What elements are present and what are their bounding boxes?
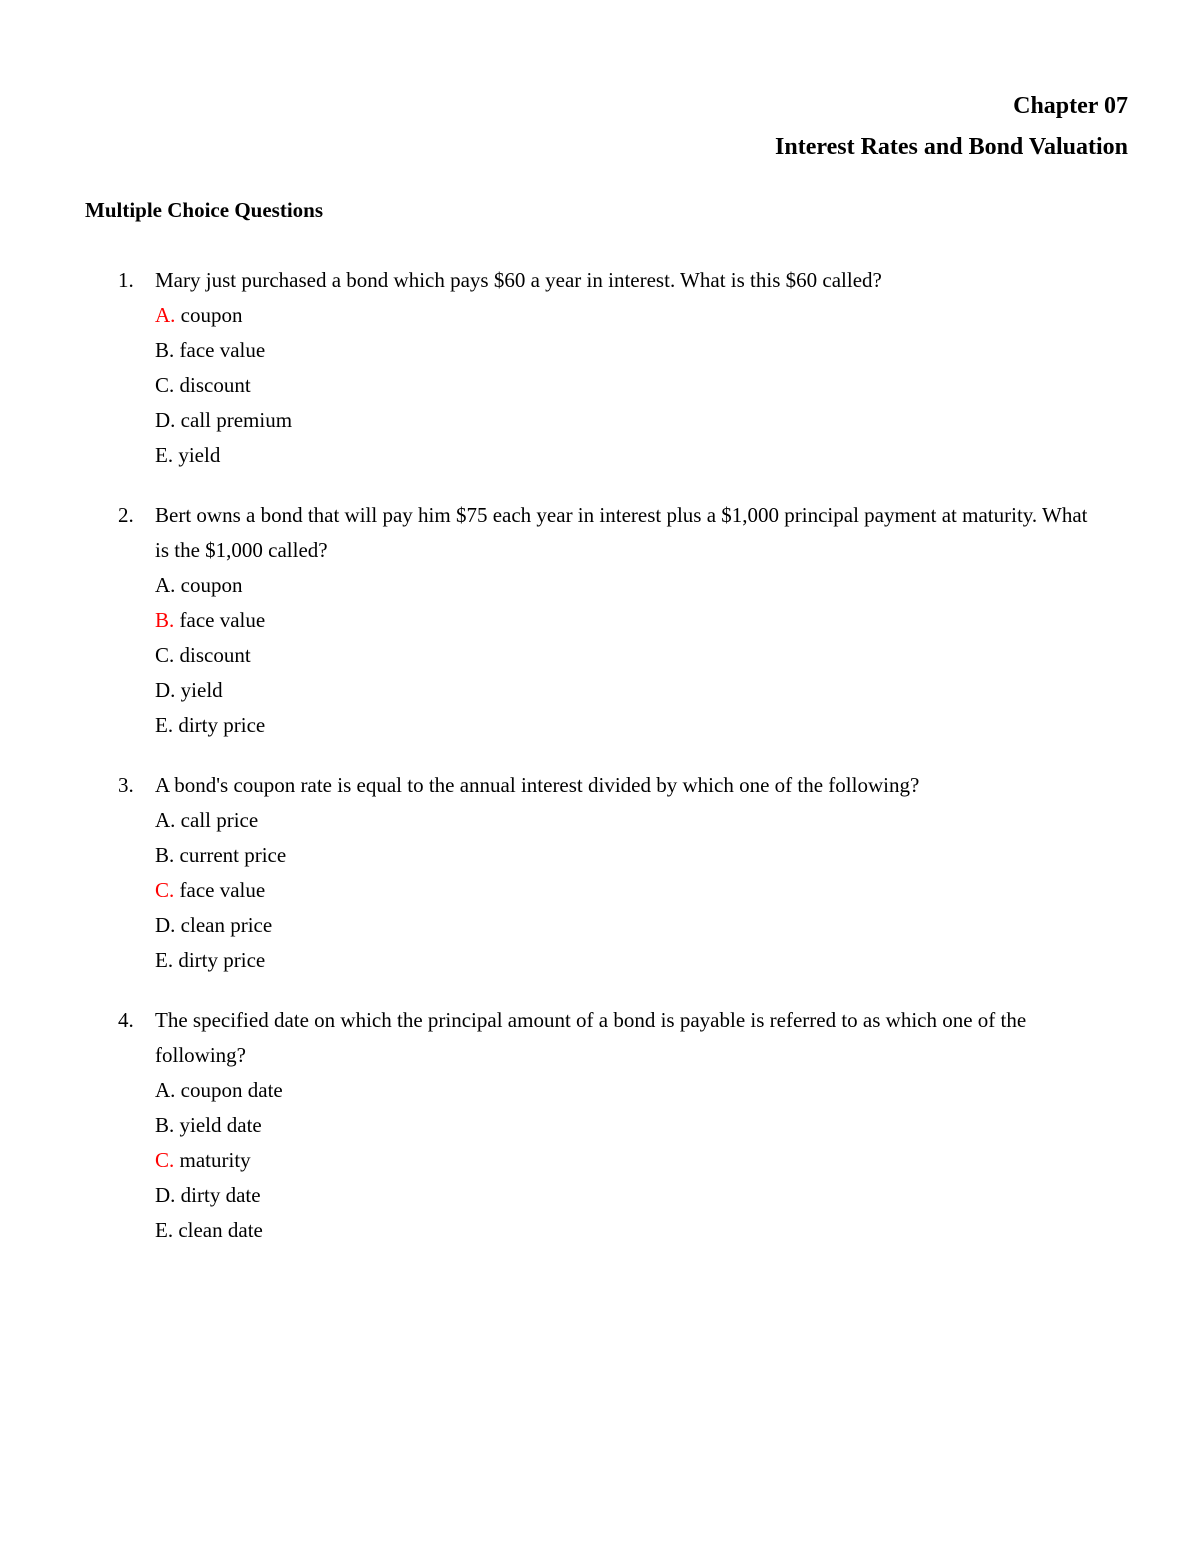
option-text: yield — [180, 678, 223, 702]
answer-option — [155, 803, 1105, 838]
answer-option — [155, 1213, 1105, 1248]
option-letter: C. — [155, 878, 175, 902]
answer-options — [155, 1073, 1105, 1248]
question-number: 2. — [118, 503, 134, 527]
option-letter: D. — [155, 913, 176, 937]
question-body — [155, 1003, 1105, 1248]
option-text: dirty price — [178, 713, 266, 737]
section-title: Multiple Choice Questions — [85, 198, 324, 222]
chapter-header — [775, 86, 1128, 168]
option-letter: C. — [155, 1148, 175, 1172]
answer-option — [155, 1108, 1105, 1143]
answer-option — [155, 1143, 1105, 1178]
answer-option — [155, 403, 1105, 438]
answer-option — [155, 838, 1105, 873]
answer-option — [155, 638, 1105, 673]
option-text: coupon — [180, 573, 243, 597]
option-letter: D. — [155, 678, 176, 702]
chapter-number: Chapter 07 — [1013, 93, 1128, 119]
question-1 — [0, 263, 1200, 473]
option-letter: B. — [155, 843, 175, 867]
option-letter: E. — [155, 1218, 174, 1242]
option-letter: A. — [155, 808, 176, 832]
question-number: 3. — [118, 773, 134, 797]
chapter-title: Interest Rates and Bond Valuation — [775, 134, 1128, 160]
question-list — [0, 263, 1200, 1273]
option-text: coupon date — [180, 1078, 283, 1102]
question-body — [155, 498, 1105, 743]
question-3 — [0, 768, 1200, 978]
answer-option — [155, 1073, 1105, 1108]
option-text: dirty price — [178, 948, 266, 972]
answer-option — [155, 1178, 1105, 1213]
option-letter: A. — [155, 1078, 176, 1102]
option-text: dirty date — [180, 1183, 261, 1207]
option-text: current price — [179, 843, 287, 867]
question-4 — [0, 1003, 1200, 1248]
question-text: The specified date on which the principal amount of a bond is payable is referred to as which one of the following? — [155, 1008, 1027, 1067]
answer-option — [155, 708, 1105, 743]
option-text: face value — [179, 608, 266, 632]
question-text: Mary just purchased a bond which pays $60 a year in interest. What is this $60 called? — [155, 268, 882, 292]
option-letter: D. — [155, 1183, 176, 1207]
option-text: yield date — [179, 1113, 262, 1137]
option-letter: E. — [155, 713, 174, 737]
question-text: A bond's coupon rate is equal to the annual interest divided by which one of the following? — [155, 773, 920, 797]
option-letter: B. — [155, 338, 175, 362]
option-text: call premium — [180, 408, 293, 432]
question-number: 4. — [118, 1008, 134, 1032]
option-letter: C. — [155, 373, 175, 397]
option-letter: A. — [155, 303, 176, 327]
question-2 — [0, 498, 1200, 743]
option-text: call price — [180, 808, 259, 832]
answer-options — [155, 568, 1105, 743]
option-letter: B. — [155, 1113, 175, 1137]
answer-option — [155, 908, 1105, 943]
option-letter: E. — [155, 948, 174, 972]
option-text: clean date — [178, 1218, 263, 1242]
answer-option — [155, 943, 1105, 978]
question-body — [155, 768, 1105, 978]
option-text: maturity — [179, 1148, 251, 1172]
option-text: clean price — [180, 913, 273, 937]
option-text: coupon — [180, 303, 243, 327]
answer-option — [155, 368, 1105, 403]
option-text: face value — [179, 878, 266, 902]
option-text: face value — [179, 338, 266, 362]
answer-option — [155, 603, 1105, 638]
answer-option — [155, 298, 1105, 333]
question-text: Bert owns a bond that will pay him $75 each year in interest plus a $1,000 principal payment at maturity. What is the $1,000 called? — [155, 503, 1088, 562]
option-text: discount — [179, 373, 251, 397]
option-letter: E. — [155, 443, 174, 467]
answer-option — [155, 333, 1105, 368]
answer-option — [155, 673, 1105, 708]
answer-option — [155, 438, 1105, 473]
option-text: yield — [178, 443, 221, 467]
option-letter: D. — [155, 408, 176, 432]
option-text: discount — [179, 643, 251, 667]
option-letter: C. — [155, 643, 175, 667]
question-number: 1. — [118, 268, 134, 292]
answer-option — [155, 873, 1105, 908]
answer-option — [155, 568, 1105, 603]
answer-options — [155, 298, 1105, 473]
option-letter: A. — [155, 573, 176, 597]
question-body — [155, 263, 1105, 473]
option-letter: B. — [155, 608, 175, 632]
answer-options — [155, 803, 1105, 978]
